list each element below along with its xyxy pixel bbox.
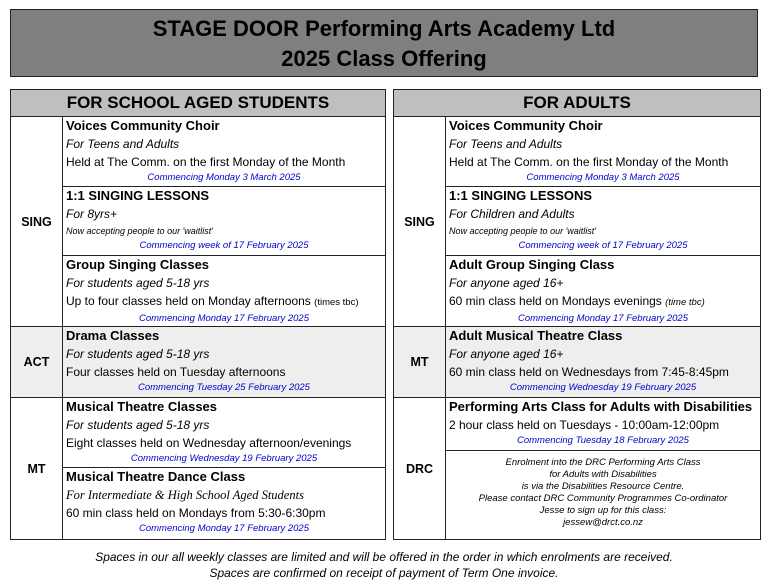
school-mt-group	[11, 398, 385, 539]
note-line: Please contact DRC Community Programmes Co-ordinator	[478, 493, 728, 504]
note-line: for Adults with Disabilities	[549, 469, 657, 480]
class-detail: 60 min class held on Mondays from 5:30-6:30pm	[66, 506, 326, 520]
class-audience: For Teens and Adults	[66, 137, 180, 151]
class-entry	[446, 187, 760, 257]
class-detail: 60 min class held on Wednesdays from 7:45-8:45pm	[449, 365, 729, 379]
adults-heading: FOR ADULTS	[394, 90, 760, 117]
note-line: is via the Disabilities Resource Centre.	[521, 481, 685, 492]
class-entry	[63, 117, 385, 187]
class-title: Performing Arts Class for Adults with Disabilities	[449, 399, 753, 414]
class-entry	[446, 398, 760, 451]
class-entry	[446, 327, 760, 397]
class-entry	[446, 117, 760, 187]
class-commencing: Commencing Wednesday 19 February 2025	[130, 453, 318, 464]
class-entry	[63, 327, 385, 397]
class-title: Group Singing Classes	[66, 257, 210, 273]
class-entry	[63, 187, 385, 257]
drc-enrolment-note	[446, 451, 760, 538]
class-commencing: Commencing Monday 3 March 2025	[147, 172, 301, 183]
class-detail-text: 60 min class held on Mondays evenings	[449, 294, 662, 309]
offering-title: 2025 Class Offering	[281, 46, 487, 71]
title-banner	[10, 9, 758, 77]
class-detail: Held at The Comm. on the first Monday of the Month	[66, 155, 346, 169]
class-detail-suffix: (time tbc)	[665, 297, 705, 309]
class-audience: For 8yrs+	[66, 206, 118, 221]
class-detail	[66, 292, 385, 312]
class-entry	[63, 398, 385, 468]
class-title: Musical Theatre Dance Class	[66, 469, 246, 484]
class-commencing: Commencing Wednesday 19 February 2025	[509, 382, 697, 393]
class-title: Voices Community Choir	[66, 118, 220, 133]
class-detail: 2 hour class held on Tuesdays - 10:00am-12:00pm	[449, 418, 720, 432]
class-commencing: Commencing Monday 17 February 2025	[138, 523, 310, 534]
class-commencing: Commencing week of 17 February 2025	[139, 239, 309, 251]
footer-notice	[0, 549, 768, 581]
class-detail-text: Up to four classes held on Monday afternoons	[66, 294, 311, 309]
class-entry	[446, 256, 760, 326]
class-title: Adult Group Singing Class	[449, 257, 615, 273]
group-code: DRC	[394, 398, 446, 539]
group-code: MT	[394, 327, 446, 397]
class-title: Drama Classes	[66, 328, 160, 343]
contact-email: jessew@drct.co.nz	[563, 517, 643, 528]
note-line: Enrolment into the DRC Performing Arts Class	[505, 457, 701, 468]
class-commencing: Commencing week of 17 February 2025	[518, 239, 688, 251]
class-audience: For students aged 5-18 yrs	[66, 347, 210, 361]
class-detail: Four classes held on Tuesday afternoons	[66, 365, 286, 379]
adults-panel	[393, 89, 761, 540]
academy-title: STAGE DOOR Performing Arts Academy Ltd	[152, 16, 616, 41]
class-audience: For Children and Adults	[449, 206, 575, 221]
group-code: MT	[11, 398, 63, 539]
class-commencing: Commencing Monday 17 February 2025	[138, 313, 310, 325]
school-students-panel	[10, 89, 386, 540]
school-act-group	[11, 327, 385, 398]
class-commencing: Commencing Tuesday 18 February 2025	[517, 435, 689, 446]
note-line: Jesse to sign up for this class:	[539, 505, 667, 516]
adults-drc-group	[394, 398, 760, 539]
class-detail: Held at The Comm. on the first Monday of the Month	[449, 155, 729, 169]
class-audience: For anyone aged 16+	[449, 347, 564, 361]
class-title: 1:1 SINGING LESSONS	[66, 187, 210, 203]
class-commencing: Commencing Monday 17 February 2025	[517, 313, 689, 325]
class-title: Adult Musical Theatre Class	[449, 328, 623, 343]
class-audience: For Teens and Adults	[449, 137, 563, 151]
class-audience: For students aged 5-18 yrs	[66, 276, 210, 291]
class-detail: Eight classes held on Wednesday afternoon/evenings	[66, 436, 352, 450]
group-code: SING	[394, 117, 446, 326]
class-commencing: Commencing Monday 3 March 2025	[526, 172, 680, 183]
class-audience: For Intermediate & High School Aged Students	[66, 488, 304, 502]
class-detail	[449, 292, 760, 312]
class-detail-suffix: (times tbc)	[314, 297, 359, 309]
footer-line: Spaces in our all weekly classes are limited and will be offered in the order in which enrolments are received.	[95, 550, 673, 564]
adults-mt-group	[394, 327, 760, 398]
class-commencing: Commencing Tuesday 25 February 2025	[138, 382, 310, 393]
class-entry	[63, 256, 385, 326]
class-title: 1:1 SINGING LESSONS	[449, 187, 593, 203]
class-entry	[63, 468, 385, 538]
waitlist-note: Now accepting people to our 'waitlist'	[66, 225, 214, 236]
class-title: Voices Community Choir	[449, 118, 603, 133]
school-sing-group	[11, 117, 385, 327]
group-code: ACT	[11, 327, 63, 397]
class-audience: For students aged 5-18 yrs	[66, 418, 210, 432]
school-students-heading: FOR SCHOOL AGED STUDENTS	[11, 90, 385, 117]
group-code: SING	[11, 117, 63, 326]
class-audience: For anyone aged 16+	[449, 276, 564, 291]
footer-line: Spaces are confirmed on receipt of payment of Term One invoice.	[209, 566, 559, 580]
waitlist-note: Now accepting people to our 'waitlist'	[449, 225, 597, 236]
adults-sing-group	[394, 117, 760, 327]
enrolment-note-text	[449, 451, 760, 529]
class-title: Musical Theatre Classes	[66, 399, 218, 414]
